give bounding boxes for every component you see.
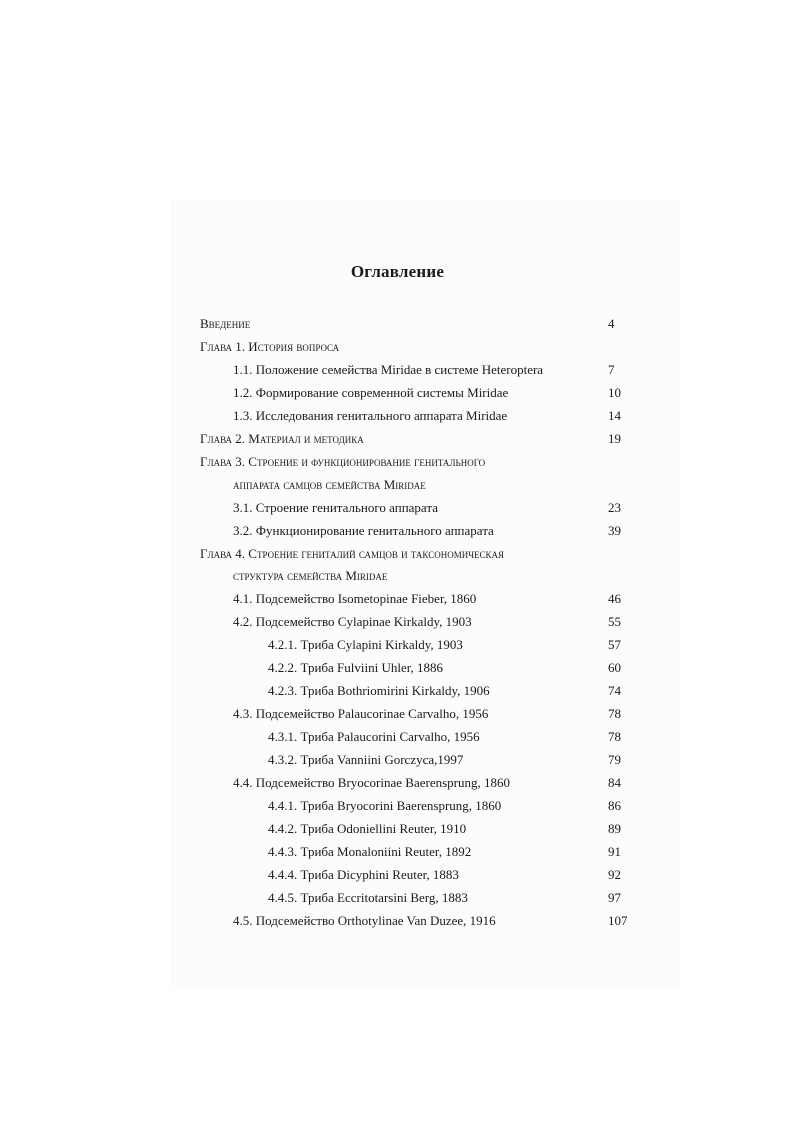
toc-entry[interactable]: [268, 752, 463, 768]
toc-entry[interactable]: [233, 614, 472, 630]
toc-entry[interactable]: [268, 867, 459, 883]
toc-entry[interactable]: [268, 798, 501, 814]
toc-entry[interactable]: [233, 913, 496, 929]
toc-page-number: 78: [608, 729, 621, 744]
toc-entry-label: 1.1. Положение семейства Miridae в системе Heteroptera: [233, 362, 544, 377]
toc-entry[interactable]: [233, 408, 507, 424]
toc-entry-label: 4.3.1. Триба Palaucorini Carvalho, 1956: [268, 729, 480, 744]
toc-entry-label: Глава 4. Строение гениталий самцов и таксономическая: [200, 546, 505, 561]
toc-entry[interactable]: [200, 339, 339, 355]
toc-entry[interactable]: [233, 775, 510, 791]
toc-entry[interactable]: [233, 500, 438, 516]
toc-entry-label: 4.4. Подсемейство Bryocorinae Baerensprung, 1860: [233, 775, 510, 790]
toc-entry-label: 1.3. Исследования генитального аппарата Miridae: [233, 408, 508, 423]
toc-page-number: 91: [608, 844, 621, 859]
toc-entry-label: 4.5. Подсемейство Orthotylinae Van Duzee, 1916: [233, 913, 496, 928]
toc-entry-label: 4.2. Подсемейство Cylapinae Kirkaldy, 1903: [233, 614, 472, 629]
toc-page-number: 23: [608, 500, 621, 515]
toc-entry-label: 4.2.2. Триба Fulviini Uhler, 1886: [268, 660, 444, 675]
toc-entry-label: 4.4.2. Триба Odoniellini Reuter, 1910: [268, 821, 467, 836]
toc-page-number: 39: [608, 523, 621, 538]
toc-entry-label: 4.4.3. Триба Monaloniini Reuter, 1892: [268, 844, 472, 859]
toc-entry-label: структура семейства Miridae: [233, 568, 388, 583]
toc-entry-label: 4.4.4. Триба Dicyphini Reuter, 1883: [268, 867, 459, 882]
toc-page-number: 79: [608, 752, 621, 767]
toc-page-number: 10: [608, 385, 621, 400]
toc-entry[interactable]: [200, 454, 485, 470]
toc-entry-label: 4.3. Подсемейство Palaucorinae Carvalho, 1956: [233, 706, 489, 721]
toc-entry[interactable]: [268, 890, 468, 906]
toc-entry[interactable]: [233, 523, 494, 539]
toc-entry-label: 4.4.1. Триба Bryocorini Baerensprung, 1860: [268, 798, 502, 813]
toc-page-number: 78: [608, 706, 621, 721]
page-title: Оглавление: [350, 262, 445, 281]
toc-entry[interactable]: [200, 546, 504, 562]
toc-entry[interactable]: [233, 706, 488, 722]
toc-page-number: 60: [608, 660, 621, 675]
toc-page-number: 84: [608, 775, 621, 790]
toc-entry-label: 4.3.2. Триба Vanniini Gorczyca,1997: [268, 752, 464, 767]
toc-entry[interactable]: [268, 683, 490, 699]
toc-entry[interactable]: [200, 316, 250, 332]
toc-entry-label: 4.1. Подсемейство Isometopinae Fieber, 1860: [233, 591, 477, 606]
toc-entry[interactable]: [268, 729, 480, 745]
toc-entry-label: аппарата самцов семейства Miridae: [233, 477, 426, 492]
toc-page-number: 92: [608, 867, 621, 882]
toc-entry-label: 3.2. Функционирование генитального аппарата: [233, 523, 494, 538]
toc-entry[interactable]: [268, 637, 463, 653]
toc-page-number: 46: [608, 591, 621, 606]
toc-entry-label: Глава 1. История вопроса: [200, 339, 340, 354]
toc-entry[interactable]: [233, 385, 508, 401]
toc-page-number: 14: [608, 408, 621, 423]
toc-entry-label: 4.2.3. Триба Bothriomirini Kirkaldy, 1906: [268, 683, 490, 698]
toc-page-number: 107: [608, 913, 628, 928]
toc-entry-label: Глава 3. Строение и функционирование генитального: [200, 454, 486, 469]
toc-page-number: 55: [608, 614, 621, 629]
toc-page-number: 74: [608, 683, 621, 698]
toc-entry-label: 4.4.5. Триба Eccritotarsini Berg, 1883: [268, 890, 468, 905]
toc-entry-label: 1.2. Формирование современной системы Miridae: [233, 385, 509, 400]
toc-entry[interactable]: [268, 844, 471, 860]
toc-page-number: 57: [608, 637, 621, 652]
toc-entry-label: Введение: [200, 316, 251, 331]
toc-page-number: 4: [608, 316, 615, 331]
toc-entry[interactable]: [268, 821, 466, 837]
toc-entry-label: 3.1. Строение генитального аппарата: [233, 500, 438, 515]
toc-page-number: 89: [608, 821, 621, 836]
toc-entry-label: Глава 2. Материал и методика: [200, 431, 364, 446]
toc-entry-label: 4.2.1. Триба Cylapini Kirkaldy, 1903: [268, 637, 463, 652]
toc-entry[interactable]: [233, 591, 476, 607]
toc-entry[interactable]: [233, 477, 426, 493]
toc-entry[interactable]: [268, 660, 443, 676]
toc-page-number: 19: [608, 431, 621, 446]
toc-page-number: 97: [608, 890, 621, 905]
toc-page-number: 86: [608, 798, 621, 813]
toc-entry[interactable]: [233, 362, 543, 378]
toc-entry[interactable]: [233, 568, 387, 584]
toc-entry[interactable]: [200, 431, 364, 447]
toc-page-number: 7: [608, 362, 615, 377]
